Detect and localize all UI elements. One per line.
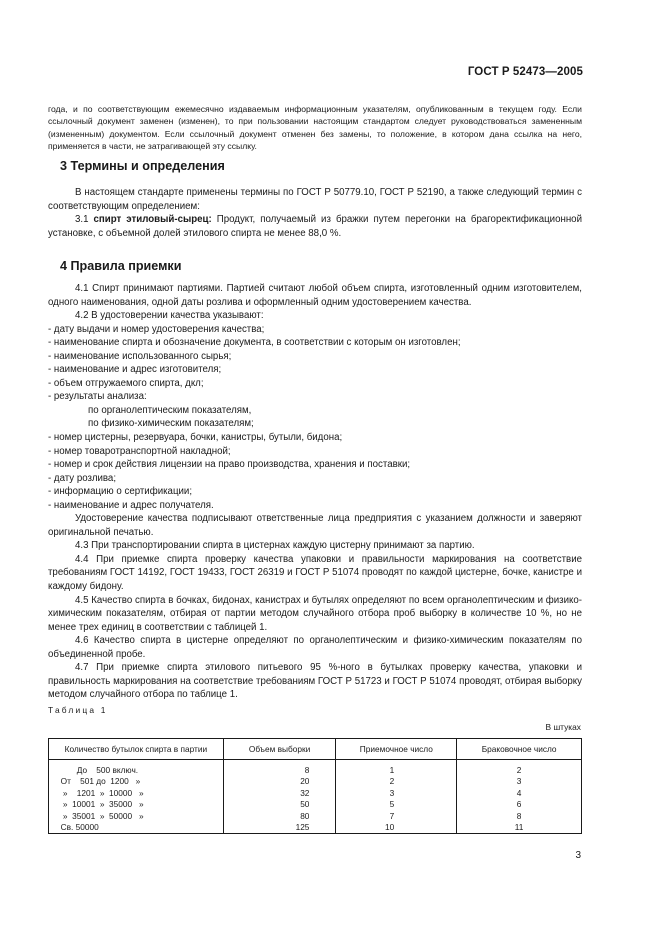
intro-paragraph: года, и по соответствующим ежемесячно издаваемым информационным указателям, опубликованным в текущем году. Если ссылочный документ заменен (изменен), то при пользовании настоящим стандартом следует руководствоваться замененным (измененным) документом. Если ссылочный документ отменен без замены, то положение, в котором дана ссылка на него, применяется в части, не затрагивающей эту ссылку. [48,103,582,152]
list-item: - наименование и адрес получателя. [48,499,214,511]
term-name: спирт этиловый-сырец: [93,214,212,226]
sub-list-item: по физико-химическим показателям; [88,418,254,430]
section-4-body [48,282,582,702]
table-unit-note: В штуках [545,722,581,732]
table-caption: Таблица 1 [48,705,108,715]
list-item: - объем отгружаемого спирта, дкл; [48,377,204,389]
column-header: Количество бутылок спирта в партии [49,739,224,760]
clause-4-7: 4.7 При приемке спирта этилового питьевого 95 %-ного в бутылках проверку качества, упаковки и правильность маркирования на соответствие требованиям ГОСТ Р 51723 и ГОСТ Р 51074 проводят, отбирая выборку методом случайного отбора по таблице 1. [48,662,582,701]
table-row [49,822,582,834]
clause-4-6: 4.6 Качество спирта в цистерне определяют по органолептическим и физико-химическим показателям по объединенной пробе. [48,635,582,660]
lot-size-cell: От 501 до 1200 » [49,776,224,787]
acceptance-number-cell: 2 [336,776,457,787]
list-item: - наименование и адрес изготовителя; [48,364,222,376]
section-4-title: 4 Правила приемки [60,259,182,273]
sample-size-cell: 50 [223,799,336,810]
rejection-number-cell: 11 [457,822,582,834]
lot-size-cell: » 35001 » 50000 » [49,811,224,822]
clause-4-1: 4.1 Спирт принимают партиями. Партией считают любой объем спирта, изготовленный одним изготовителем, одного наименования, одной даты розлива и оформленный одним удостоверением качества. [48,283,582,308]
standard-designation: ГОСТ Р 52473—2005 [467,66,583,78]
list-item: - дату розлива; [48,472,117,484]
lot-size-cell: До 500 включ. [49,760,224,777]
list-item: - дату выдачи и номер удостоверения качества; [48,323,265,335]
sample-size-cell: 20 [223,776,336,787]
list-item: - информацию о сертификации; [48,486,193,498]
lot-size-cell: Св. 50000 [49,822,224,834]
list-item: - номер цистерны, резервуара, бочки, канистры, бутыли, бидона; [48,432,343,444]
table-row [49,776,582,787]
rejection-number-cell: 8 [457,811,582,822]
acceptance-number-cell: 7 [336,811,457,822]
rejection-number-cell: 4 [457,788,582,799]
sub-list-item: по органолептическим показателям, [88,404,252,416]
list-item: - наименование использованного сырья; [48,350,232,362]
clause-4-2: 4.2 В удостоверении качества указывают: [75,310,264,322]
column-header: Браковочное число [457,739,582,760]
list-item: - номер товаротранспортной накладной; [48,445,231,457]
sample-size-cell: 8 [223,760,336,777]
rejection-number-cell: 3 [457,776,582,787]
acceptance-number-cell: 1 [336,760,457,777]
section-3-body [48,186,582,240]
sample-size-cell: 32 [223,788,336,799]
term-definition-paragraph [48,213,582,240]
column-header: Приемочное число [336,739,457,760]
sample-size-cell: 80 [223,811,336,822]
table-row [49,811,582,822]
clause-4-3: 4.3 При транспортировании спирта в цистернах каждую цистерну принимают за партию. [75,540,475,552]
rejection-number-cell: 6 [457,799,582,810]
list-item: - наименование спирта и обозначение документа, в соответствии с которым он изготовлен; [48,337,461,349]
list-item: - номер и срок действия лицензии на право производства, хранения и поставки; [48,459,411,471]
table-row [49,799,582,810]
acceptance-number-cell: 3 [336,788,457,799]
acceptance-number-cell: 10 [336,822,457,834]
acceptance-number-cell: 5 [336,799,457,810]
list-item: - результаты анализа: [48,391,147,403]
sample-size-cell: 125 [223,822,336,834]
term-definition: Продукт, получаемый из бражки путем перегонки на брагоректификационной установке, с объемной долей этилового спирта не менее 88,0 %. [48,214,582,239]
section-3-title: 3 Термины и определения [60,159,225,173]
rejection-number-cell: 2 [457,760,582,777]
column-header: Объем выборки [223,739,336,760]
certificate-signing-paragraph: Удостоверение качества подписывают ответственные лица предприятия с указанием должности и заверяют оригинальной печатью. [48,513,582,538]
term-number: 3.1 [75,214,94,226]
table-header-row [49,739,582,760]
lot-size-cell: » 1201 » 10000 » [49,788,224,799]
sampling-table [48,738,582,834]
lot-size-cell: » 10001 » 35000 » [49,799,224,810]
table-row [49,788,582,799]
table-row [49,760,582,777]
clause-4-5: 4.5 Качество спирта в бочках, бидонах, канистрах и бутылях определяют по всем органолептическим и физико-химическим показателям, отбирая от партии методом случайного отбора проб выборку в количестве 10 %, но не менее трех единиц в соответствии с таблицей 1. [48,594,582,633]
page-number: 3 [575,850,581,861]
section-3-paragraph: В настоящем стандарте применены термины по ГОСТ Р 50779.10, ГОСТ Р 52190, а также следующий термин с соответствующим определением: [48,187,582,212]
clause-4-4: 4.4 При приемке спирта проверку качества упаковки и правильности маркирования на соответствие требованиям ГОСТ 14192, ГОСТ 19433, ГОСТ 26319 и ГОСТ Р 51074 проводят по каждой цистерне, бочке, канистре и каждому бидону. [48,553,582,593]
